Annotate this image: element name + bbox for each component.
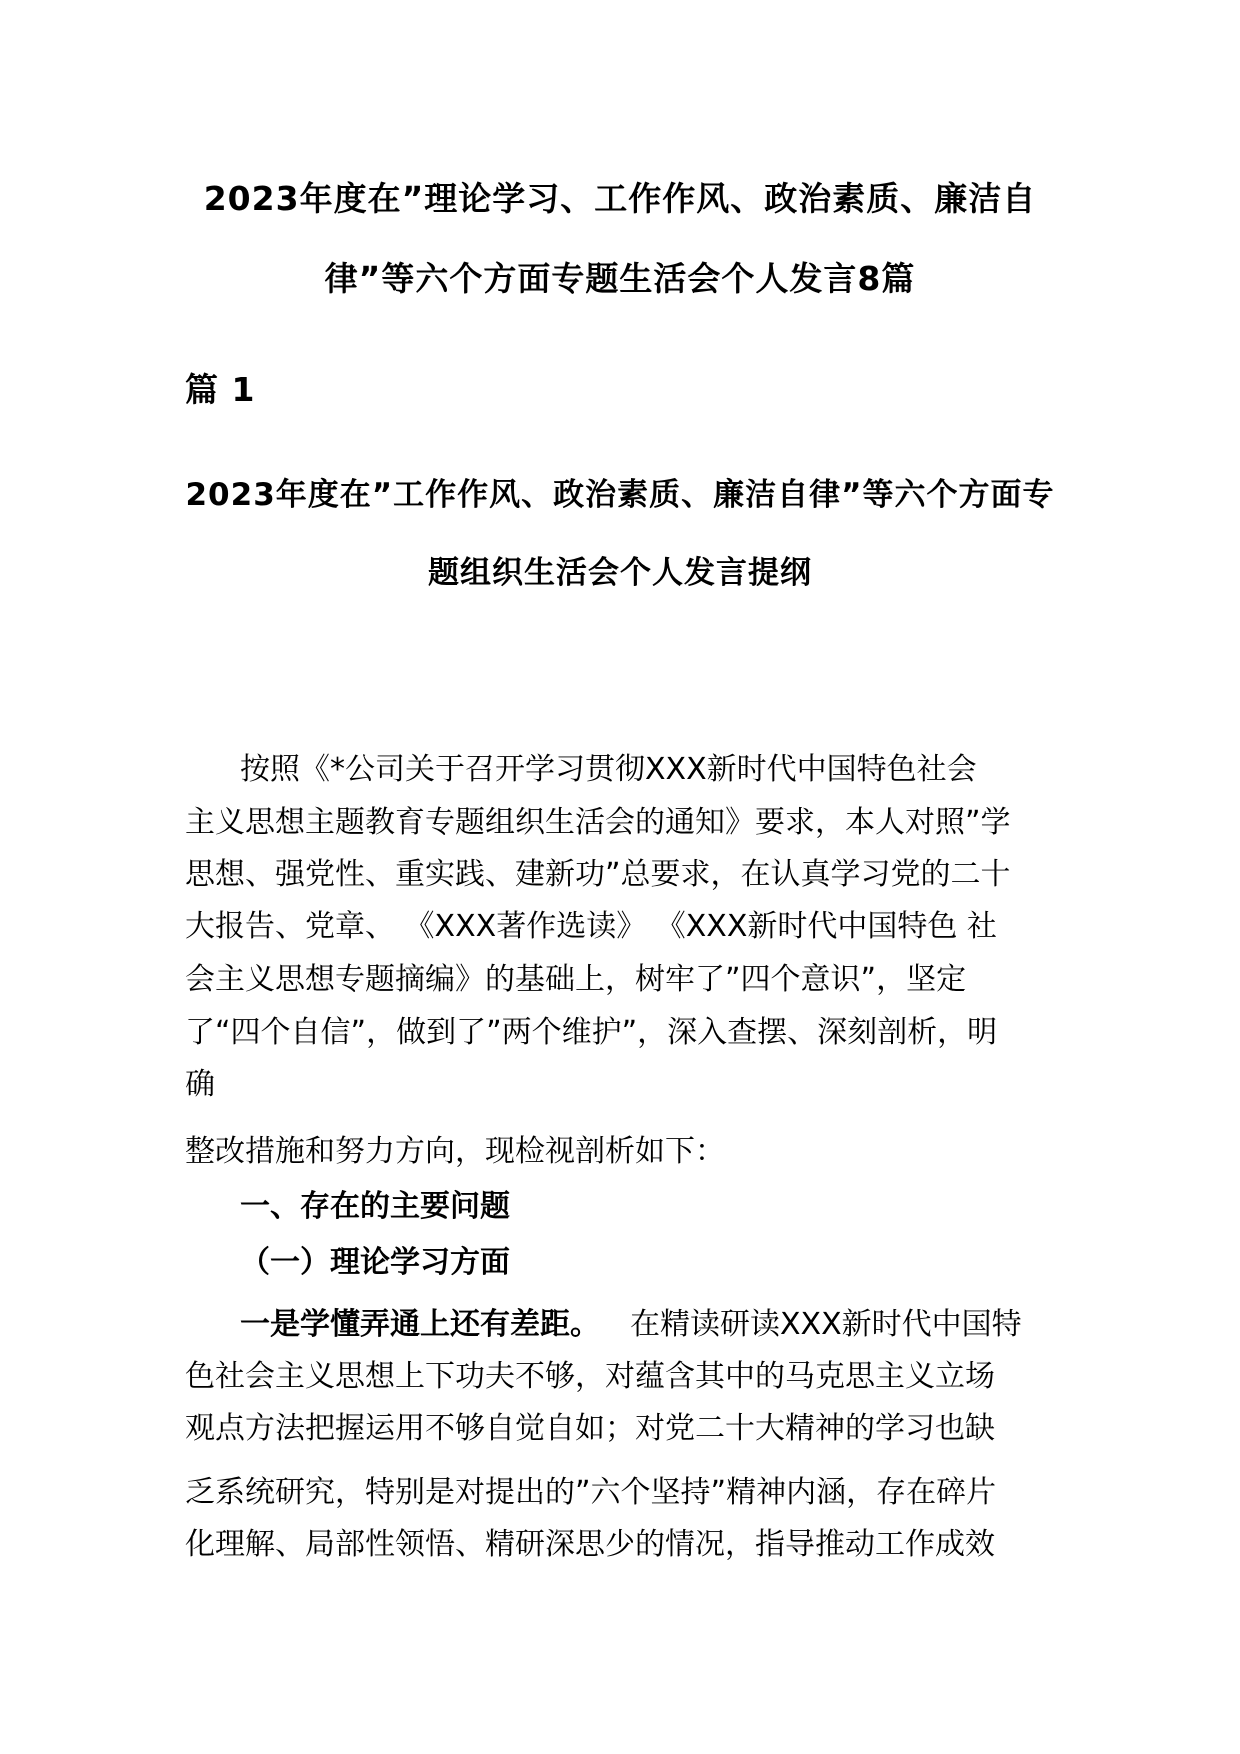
section-heading: 一、存在的主要问题 xyxy=(240,1189,510,1224)
paragraph-line: 了“四个自信”，做到了”两个维护”，深入查摆、深刻剖析，明 xyxy=(185,1015,998,1050)
subsection-heading: （一）理论学习方面 xyxy=(240,1245,510,1280)
subtitle-line-2: 题组织生活会个人发言提纲 xyxy=(428,555,812,591)
document-title-line-1: 2023年度在”理论学习、工作作风、政治素质、廉洁自 xyxy=(203,179,1037,218)
paragraph-line: 化理解、局部性领悟、精研深思少的情况，指导推动工作成效 xyxy=(185,1527,995,1562)
paragraph-line: 按照《*公司关于召开学习贯彻XXX新时代中国特色社会 xyxy=(240,752,977,787)
paragraph-line: 会主义思想专题摘编》的基础上，树牢了”四个意识”，坚定 xyxy=(185,962,967,997)
paragraph-line: 确 xyxy=(185,1067,215,1102)
paragraph-line: 大报告、党章、 《XXX著作选读》 《XXX新时代中国特色 社 xyxy=(185,909,997,944)
paragraph-line: 乏系统研究，特别是对提出的”六个坚持”精神内涵，存在碎片 xyxy=(185,1475,997,1510)
paragraph-line: 整改措施和努力方向，现检视剖析如下： xyxy=(185,1134,725,1169)
paragraph-line: 观点方法把握运用不够自觉自如；对党二十大精神的学习也缺 xyxy=(185,1411,995,1446)
paragraph-line: 主义思想主题教育专题组织生活会的通知》要求，本人对照”学 xyxy=(185,805,1011,840)
subtitle-line-1: 2023年度在”工作作风、政治素质、廉洁自律”等六个方面专 xyxy=(185,477,1055,513)
paragraph-text: 在精读研读XXX新时代中国特 xyxy=(630,1307,1022,1342)
paragraph-line-first xyxy=(240,1307,1022,1342)
paragraph-line: 思想、强党性、重实践、建新功”总要求，在认真学习党的二十 xyxy=(185,857,1011,892)
paragraph-lead-in: 一是学懂弄通上还有差距。 xyxy=(240,1307,600,1342)
paragraph-line: 色社会主义思想上下功夫不够，对蕴含其中的马克思主义立场 xyxy=(185,1359,995,1394)
section-label: 篇 1 xyxy=(185,370,256,409)
document-title-line-2: 律”等六个方面专题生活会个人发言8篇 xyxy=(324,259,916,298)
